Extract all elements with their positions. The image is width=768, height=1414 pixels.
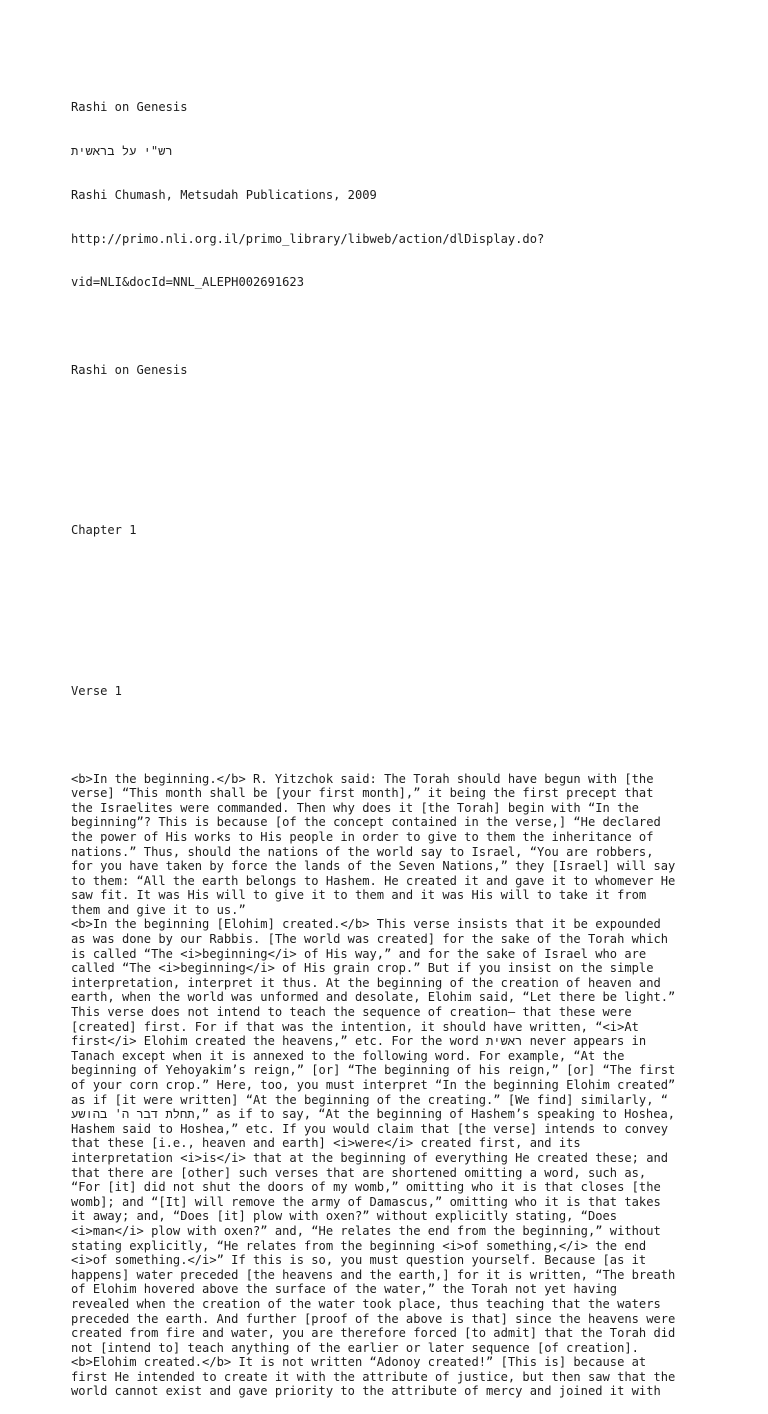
section-title: Rashi on Genesis	[71, 362, 188, 377]
commentary-line: <i>man</i> plow with oxen?” and, “He relates the end from the beginning,” without	[71, 1223, 661, 1238]
spacer	[71, 728, 708, 743]
commentary-line: <i>of something.</i>” If this is so, you must question yourself. Because [as it	[71, 1253, 647, 1268]
commentary-line: first He intended to create it with the attribute of justice, but then saw that the	[71, 1369, 676, 1384]
spacer	[71, 567, 708, 611]
spacer	[71, 480, 708, 495]
hebrew-title: רש"י על בראשית	[71, 143, 173, 158]
commentary-line: first</i> Elohim created the heavens,” etc. For the word ראשית never appears in	[71, 1034, 647, 1049]
commentary-line: verse] “This month shall be [your first month],” it being the first precept that	[71, 786, 654, 801]
commentary-line: <b>In the beginning [Elohim] created.</b> This verse insists that it be expounded	[71, 917, 661, 932]
commentary-line: world cannot exist and gave priority to the attribute of mercy and joined it with	[71, 1384, 661, 1399]
verse-heading: Verse 1	[71, 683, 122, 698]
commentary-line: Tanach except when it is annexed to the following word. For example, “At the	[71, 1048, 625, 1063]
commentary-line: it away; and, “Does [it] plow with oxen?” without explicitly stating, “Does	[71, 1209, 618, 1224]
commentary-line: <b>Elohim created.</b> It is not written “Adonoy created!” [This is] because at	[71, 1355, 647, 1370]
spacer	[71, 319, 708, 334]
commentary-line: stating explicitly, “He relates from the beginning <i>of something,</i> the end	[71, 1238, 647, 1253]
commentary-line: as was done by our Rabbis. [The world was created] for the sake of the Torah which	[71, 932, 669, 947]
commentary-line: the power of His works to His people in order to give to them the inheritance of	[71, 829, 654, 844]
commentary-line: of your corn crop.” Here, too, you must interpret “In the beginning Elohim created”	[71, 1078, 676, 1092]
commentary-line: is called “The <i>beginning</i> of His way,” and for the sake of Israel who are	[71, 946, 647, 961]
commentary-line: called “The <i>beginning</i> of His grain crop.” But if you insist on the simple	[71, 961, 654, 976]
commentary-line: not [intend to] teach anything of the earlier or later sequence [of creation].	[71, 1340, 639, 1355]
commentary-line: created from fire and water, you are therefore forced [to admit] that the Torah did	[71, 1326, 676, 1341]
commentary-line: that these [i.e., heaven and earth] <i>were</i> created first, and its	[71, 1136, 581, 1151]
spacer	[71, 407, 708, 451]
chapter-heading: Chapter 1	[71, 523, 137, 538]
commentary-line: beginning”? This is because [of the concept contained in the verse,] “He declared	[71, 815, 661, 830]
commentary-line: of Elohim hovered above the surface of the water,” the Torah not yet having	[71, 1282, 618, 1297]
commentary-line: beginning of Yehoyakim’s reign,” [or] “The beginning of his reign,” [or] “The first	[71, 1063, 676, 1078]
commentary-line: Hashem said to Hoshea,” etc. If you would claim that [the verse] intends to convey	[71, 1121, 669, 1136]
commentary-line: them and give it to us.”	[71, 902, 246, 917]
commentary-line: nations.” Thus, should the nations of the world say to Israel, “You are robbers,	[71, 844, 654, 859]
source-url-line-1: http://primo.nli.org.il/primo_library/libweb/action/dlDisplay.do?	[71, 231, 545, 246]
commentary-line: that there are [other] such verses that are shortened omitting a word, such as,	[71, 1165, 647, 1180]
commentary-line: saw fit. It was His will to give it to them and it was His will to take it from	[71, 888, 647, 903]
commentary-line: the Israelites were commanded. Then why does it [the Torah] begin with “In the	[71, 800, 639, 815]
commentary-body	[71, 772, 708, 1400]
source-citation: Rashi Chumash, Metsudah Publications, 2009	[71, 187, 377, 202]
document-title: Rashi on Genesis	[71, 100, 188, 115]
commentary-line: “For [it] did not shut the doors of my womb,” omitting who it is that closes [the	[71, 1180, 661, 1195]
spacer	[71, 640, 708, 655]
commentary-line: womb]; and “[It] will remove the army of Damascus,” omitting who it is that takes	[71, 1194, 661, 1209]
commentary-line: [created] first. For if that was the intention, it should have written, “<i>At	[71, 1019, 639, 1034]
source-url-line-2: vid=NLI&docId=NNL_ALEPH002691623	[71, 275, 304, 290]
commentary-line: for you have taken by force the lands of the Seven Nations,” they [Israel] will say	[71, 859, 676, 874]
commentary-line: happens] water preceded [the heavens and the earth,] for it is written, “The breath	[71, 1267, 676, 1282]
commentary-line: to them: “All the earth belongs to Hashem. He created it and gave it to whomever He	[71, 873, 676, 888]
commentary-line: תחלת דבר ה' בהושע,” as if to say, “At the beginning of Hashem’s speaking to Hoshea,	[71, 1107, 676, 1122]
commentary-line: earth, when the world was unformed and desolate, Elohim said, “Let there be light.”	[71, 990, 676, 1005]
commentary-line: preceded the earth. And further [proof of the above is that] since the heavens were	[71, 1311, 676, 1326]
commentary-line: as if [it were written] “At the beginning of the creating.” [We find] similarly, “	[71, 1092, 669, 1107]
commentary-line: interpretation <i>is</i> that at the beginning of everything He created these; and	[71, 1150, 669, 1165]
commentary-line: revealed when the creation of the water took place, thus teaching that the waters	[71, 1296, 661, 1311]
commentary-line: This verse does not intend to teach the sequence of creation— that these were	[71, 1005, 632, 1020]
commentary-line: <b>In the beginning.</b> R. Yitzchok said: The Torah should have begun with [the	[71, 771, 654, 786]
commentary-line: interpretation, interpret it thus. At the beginning of the creation of heaven and	[71, 975, 661, 990]
